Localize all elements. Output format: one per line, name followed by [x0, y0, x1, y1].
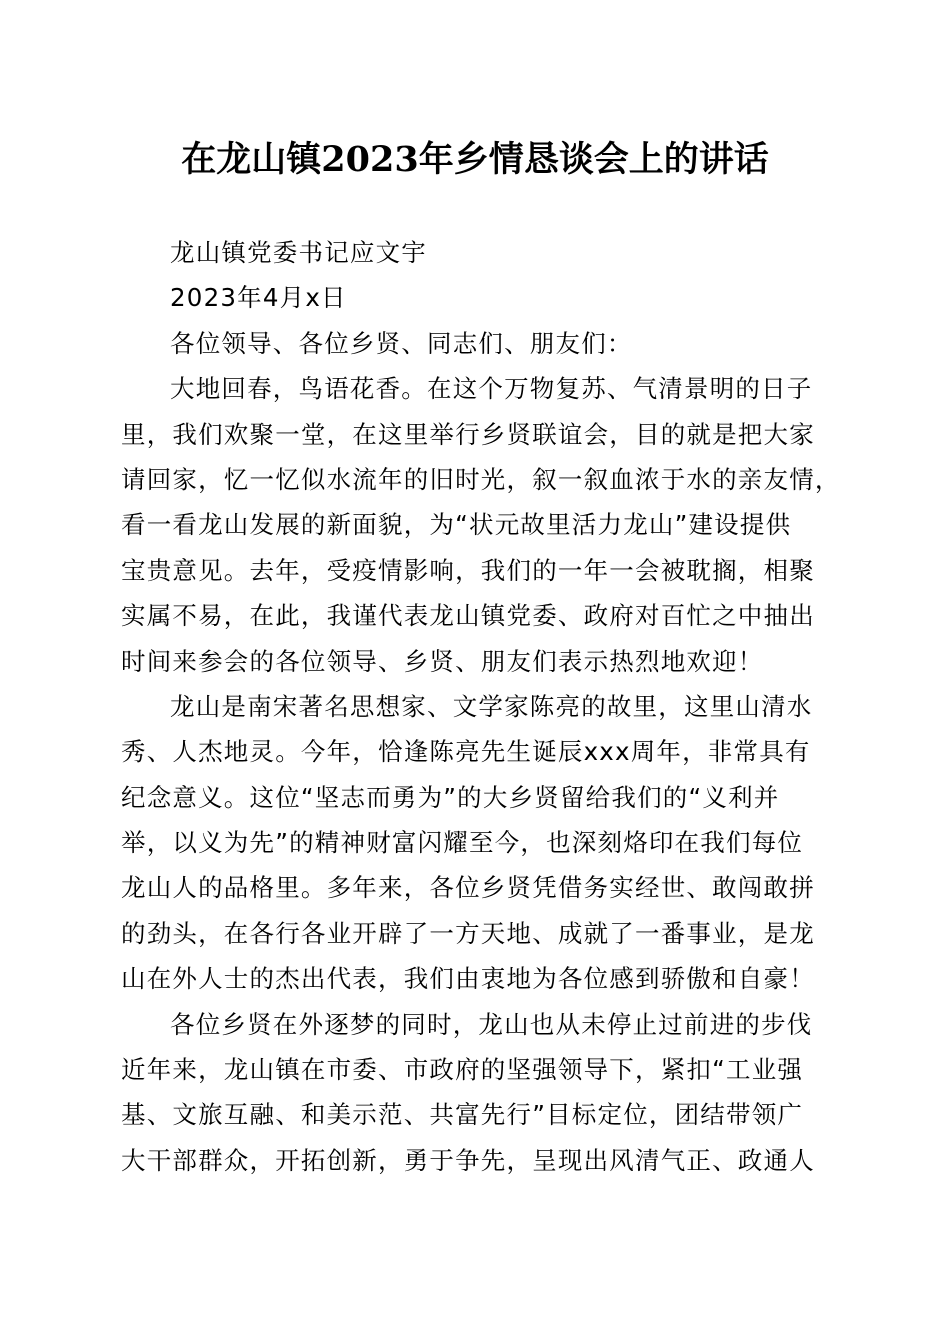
paragraph-line: 秀、人杰地灵。今年，恰逢陈亮先生诞辰xxx周年，非常具有 — [121, 737, 811, 767]
paragraph-line: 纪念意义。这位“坚志而勇为”的大乡贤留给我们的“义利并 — [121, 782, 780, 812]
paragraph-3 — [121, 1002, 831, 1184]
paragraph-line: 山在外人士的杰出代表，我们由衷地为各位感到骄傲和自豪！ — [121, 964, 815, 994]
paragraph-2 — [121, 684, 831, 1002]
paragraph-line: 的劲头，在各行各业开辟了一方天地、成就了一番事业，是龙 — [121, 918, 815, 948]
paragraph-line: 近年来，龙山镇在市委、市政府的坚强领导下，紧扣“工业强 — [121, 1055, 804, 1085]
paragraph-line: 龙山是南宋著名思想家、文学家陈亮的故里，这里山清水 — [170, 691, 813, 721]
paragraph-line: 大干部群众，开拓创新，勇于争先，呈现出风清气正、政通人 — [121, 1145, 815, 1175]
paragraph-line: 各位乡贤在外逐梦的同时，龙山也从未停止过前进的步伐 — [170, 1009, 813, 1039]
date-line: 2023年4月x日 — [170, 283, 347, 313]
document-body — [121, 230, 841, 1183]
paragraph-line: 请回家，忆一忆似水流年的旧时光，叙一叙血浓于水的亲友情， — [121, 464, 841, 494]
paragraph-line: 龙山人的品格里。多年来，各位乡贤凭借务实经世、敢闯敢拼 — [121, 873, 815, 903]
salutation-line: 各位领导、各位乡贤、同志们、朋友们： — [170, 328, 633, 358]
paragraph-1 — [121, 366, 841, 684]
paragraph-line: 基、文旅互融、和美示范、共富先行”目标定位，团结带领广 — [121, 1100, 804, 1130]
paragraph-line: 实属不易，在此，我谨代表龙山镇党委、政府对百忙之中抽出 — [121, 601, 815, 631]
author-line: 龙山镇党委书记应文宇 — [170, 238, 427, 267]
paragraph-line: 里，我们欢聚一堂，在这里举行乡贤联谊会，目的就是把大家 — [121, 419, 815, 449]
paragraph-line: 宝贵意见。去年，受疫情影响，我们的一年一会被耽搁，相聚 — [121, 555, 815, 585]
paragraph-line: 举，以义为先”的精神财富闪耀至今，也深刻烙印在我们每位 — [121, 828, 804, 858]
paragraph-line: 看一看龙山发展的新面貌，为“状元故里活力龙山”建设提供 — [121, 510, 792, 540]
document-title: 在龙山镇2023年乡情恳谈会上的讲话 — [181, 139, 769, 180]
paragraph-line: 时间来参会的各位领导、乡贤、朋友们表示热烈地欢迎！ — [121, 646, 764, 676]
paragraph-line: 大地回春，鸟语花香。在这个万物复苏、气清景明的日子 — [170, 374, 813, 404]
